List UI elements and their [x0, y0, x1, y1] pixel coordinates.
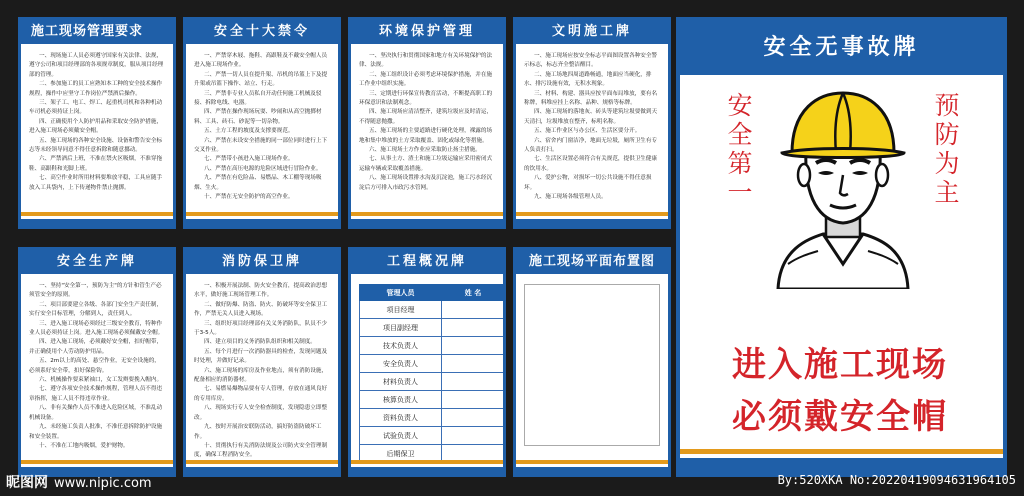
board-paragraph: 九、未经施工负责人批准，不准任意拆除防护设施和安全装置。: [29, 424, 163, 440]
board-text: [516, 44, 668, 203]
name-cell: [442, 355, 505, 373]
board-safe-production: [18, 247, 176, 477]
name-cell: [442, 301, 505, 319]
board-paragraph: 七、从事土方、渣土和施工垃圾运输应采用密闭式运输车辆或采取覆盖措施。: [359, 156, 493, 172]
right-vertical-slogan: 预 防 为 主: [934, 91, 960, 207]
role-cell: 试验负责人: [360, 427, 442, 445]
board-paragraph: 七、高空作业时所用材料要堆放平稳，工具应随手放入工具袋内，上下传递物件禁止抛掷。: [29, 175, 163, 191]
board-title: 工程概况牌: [351, 250, 503, 274]
big-board-title: 安全无事故牌: [680, 21, 1003, 75]
board-paragraph: 二、做好防爆、防盗、防火、防破坏等安全保卫工作，严禁无关人员进入现场。: [194, 301, 328, 318]
board-paragraph: 二、严禁一切人员在提升架、吊机的吊篮上下及提升架或吊篮下操作、站立、行走。: [194, 71, 328, 88]
board-paragraph: 五、土方工程的坡度及支撑要规范。: [204, 128, 294, 135]
board-paragraph: 八、现场实行专人安全检查制度，发现隐患立即整改。: [194, 405, 328, 421]
role-cell: 安全负责人: [360, 355, 442, 373]
board-paragraph: 四、严禁在操作现场玩耍、吵闹和从高空抛掷材料、工具、砖石、砂泥等一切杂物。: [194, 109, 322, 125]
big-board-stripe: [680, 449, 1003, 473]
board-text: [186, 44, 338, 203]
board-paragraph: 四、施工现场的落地灰、砖头等建筑垃圾要做到天天清扫，垃圾堆放在整齐，标明名称。: [524, 109, 658, 125]
board-paragraph: 二、施工场地四周道路畅通，地面应当硬化，排水、排污设施有效，无积水现象。: [524, 71, 652, 88]
board-stripe: [351, 212, 503, 226]
board-paragraph: 三、组织好项目经理部有关义务消防队，队员不少于3-5人。: [194, 320, 328, 337]
board-title: 文明施工牌: [516, 20, 668, 44]
board-stripe: [21, 212, 173, 226]
table-row: [360, 409, 505, 427]
table-row: [360, 355, 505, 373]
board-paragraph: 八、非有关操作人员不准进入危险区域，不准乱动机械设备。: [29, 405, 163, 421]
name-cell: [442, 373, 505, 391]
board-paragraph: 六、宿舍内门窗洁净，地面无垃圾，厕所卫生有专人负责打扫。: [524, 137, 658, 154]
board-site-layout: [513, 247, 671, 477]
board-paragraph: 四、建立项目的义务消防队组织和相关制度。: [204, 339, 316, 346]
name-cell: [442, 319, 505, 337]
board-no-accident: [676, 17, 1007, 477]
column-header: 姓 名: [442, 285, 505, 301]
board-paragraph: 二、施工组织设计必须考虑环境保护措施，并在施工作业中组织实施。: [359, 71, 493, 88]
board-paragraph: 七、严禁带小孩进入施工现场作业。: [204, 156, 294, 163]
table-row: [360, 427, 505, 445]
board-paragraph: 八、爱护公物，对损坏一切公共设施不得任意损坏。: [524, 175, 652, 191]
board-paragraph: 九、施工现场各级管理人员。: [534, 194, 607, 201]
board-paragraph: 八、严禁在高压电源的危险区域进行冒险作业。: [204, 165, 322, 172]
board-paragraph: 四、施工现场应清洁整齐，建筑垃圾应及时清运，不得随意抛撒。: [359, 109, 493, 125]
role-cell: 项目副经理: [360, 319, 442, 337]
board-paragraph: 一、坚持"安全第一，预防为主"的方针和管生产必须管安全的原则。: [29, 283, 162, 299]
role-cell: 资料负责人: [360, 409, 442, 427]
table-row: [360, 373, 505, 391]
board-paragraph: 六、严禁在未设安全措施的同一部位同时进行上下交叉作业。: [194, 137, 328, 154]
table-row: [360, 301, 505, 319]
slogan-line-1: 进入施工现场: [732, 345, 948, 385]
board-paragraph: 五、施工作业区与办公区、生活区要分开。: [534, 128, 641, 135]
board-paragraph: 六、机械操作要束紧袖口，女工发辫要挽入帽内。: [39, 377, 163, 384]
worker-helmet-illustration: [768, 89, 918, 289]
board-paragraph: 十、贯彻执行有关消防法规及公司防火安全管理制度，确保工程消防安全。: [194, 442, 328, 459]
board-paragraph: 六、施工现场的库房及作业地点，须有消防设施，配备相应的消防器材。: [194, 367, 328, 384]
board-site-management: [18, 17, 176, 229]
name-cell: [442, 391, 505, 409]
board-paragraph: 一、积极开展法制、防火安全教育，提高政治思想水平，做好施工现场管理工作。: [194, 283, 328, 299]
board-paragraph: 三、进入施工现场必须经过三级安全教育，特种作业人员必须持证上岗。进入施工现场必须佩戴安全帽。: [29, 320, 164, 337]
board-paragraph: 五、2m以上的高处、悬空作业，无安全设施的，必须系好安全带，扣好保险钩。: [29, 358, 160, 374]
board-title: 施工现场管理要求: [21, 20, 173, 44]
board-paragraph: 七、遵守各项安全技术操作规程，管理人员不得违章指挥，施工人员不得违章作业。: [29, 386, 163, 402]
table-row: [360, 391, 505, 409]
board-title: 安全十大禁令: [186, 20, 338, 44]
layout-plan-area: [524, 284, 660, 446]
board-stripe: [186, 460, 338, 474]
board-environment: [348, 17, 506, 229]
board-paragraph: 三、材料、构建、器具应按平面布局堆放，要有名称牌，料堆应挂上名称、品种、规格等标牌。: [524, 90, 658, 107]
board-text: [21, 274, 173, 451]
board-stripe: [186, 212, 338, 226]
board-ten-prohibitions: [183, 17, 341, 229]
board-project-overview: [348, 247, 506, 477]
board-paragraph: 四、正确使用个人防护用品和采取安全防护措施，进入施工现场必须戴安全帽。: [29, 118, 163, 135]
board-paragraph: 六、施工现场土方作业应采取防止扬尘措施。: [369, 147, 481, 154]
board-paragraph: 五、每个月进行一次消防器具的检查，发现问题及时处理，并做好记录。: [194, 348, 328, 365]
table-row: [360, 319, 505, 337]
role-cell: 技术负责人: [360, 337, 442, 355]
board-stripe: [351, 460, 503, 474]
board-paragraph: 三、严禁非专业人员私自开动任何施工机械及驳接、拆除电线、电器。: [194, 90, 322, 107]
board-paragraph: 十、不准在工地内吸烟，爱护财物。: [39, 442, 129, 449]
name-cell: [442, 409, 505, 427]
role-cell: 材料负责人: [360, 373, 442, 391]
board-paragraph: 九、严禁在有危险品、易燃品、木工棚等现场吸烟、生火。: [194, 175, 322, 191]
left-vertical-slogan: 安 全 第 一: [727, 91, 753, 207]
board-paragraph: 五、施工现场的各种安全设施、设备和警告安全标志等未经领导同意不得任意拆除和随意挪动。: [29, 137, 163, 154]
board-paragraph: 一、严禁穿木屐、拖鞋、高跟鞋及不戴安全帽人员进入施工现场作业。: [194, 53, 328, 69]
nipic-logo: 昵图网: [6, 475, 48, 491]
board-paragraph: 三、定期进行环保宣传教育活动，不断提高职工的环保意识和法制观念。: [359, 90, 493, 107]
nipic-url: www.nipic.com: [54, 476, 152, 491]
column-header: 管理人员: [360, 285, 442, 301]
board-paragraph: 二、参加施工的员工应熟知本工种的安全技术操作规程，操作中应坚守工作岗位严禁酒后操作。: [29, 81, 163, 97]
board-text: [186, 274, 338, 461]
board-paragraph: 一、坚决执行和贯彻国家和地方有关环境保护的法律、法规。: [359, 53, 493, 69]
board-paragraph: 一、施工现场应按安全标志平面图设置各种安全警示标志，标志齐全整洁醒目。: [524, 53, 658, 69]
slogan-line-2: 必须戴安全帽: [732, 397, 948, 437]
image-id-watermark: By:520XKA No:20220419094631964105: [777, 473, 1016, 487]
board-paragraph: 七、易燃易爆物品要有专人管理，存放在通风良好的专用库房。: [194, 386, 328, 402]
board-title: 环境保护管理: [351, 20, 503, 44]
name-cell: [442, 427, 505, 445]
board-paragraph: 十、严禁在无安全防护的高空作业。: [204, 194, 294, 201]
board-title: 施工现场平面布置图: [516, 250, 668, 274]
board-paragraph: 九、按时开展治安联防活动，搞好防盗防破坏工作。: [194, 424, 322, 440]
board-paragraph: 四、进入施工现场，必须戴好安全帽，扣好帽带，并正确使用个人劳动防护用品。: [29, 339, 163, 355]
table-row: [360, 337, 505, 355]
board-text: [351, 44, 503, 193]
board-paragraph: 三、架子工、电工、焊工、起重机司机和各种机动车司机必须持证上岗。: [29, 100, 163, 116]
board-stripe: [516, 212, 668, 226]
board-paragraph: 一、现场施工人员必须遵守国家有关法律、法规，遵守公司和项目经理部的各项规章制度，服从项目经理部的管理。: [29, 53, 164, 78]
role-cell: 后期保卫: [360, 445, 442, 463]
board-paragraph: 五、施工现场的主要道路进行硬化处理，裸露的场地和集中堆放的土方采取覆盖、固化或绿化等措施。: [359, 128, 493, 144]
board-fire-security: [183, 247, 341, 477]
board-stripe: [516, 460, 668, 474]
board-civilized-construction: [513, 17, 671, 229]
board-paragraph: 六、严禁酒后上班，不准在禁火区吸烟，不准穿拖鞋、高跟鞋和光脚上班。: [29, 156, 163, 172]
name-cell: [442, 337, 505, 355]
board-title: 安全生产牌: [21, 250, 173, 274]
board-text: [21, 44, 173, 193]
staff-table: [359, 284, 505, 477]
board-paragraph: 二、项目部要建立各级、各部门安全生产责任制，实行安全目标管理，分解到人，责任到人。: [29, 301, 163, 318]
role-cell: 核算负责人: [360, 391, 442, 409]
nipic-watermark: [6, 472, 152, 492]
board-paragraph: 八、施工现场设置排水沟及沉淀池，施工污水经沉淀后方可排入市政污水管网。: [359, 175, 493, 191]
role-cell: 项目经理: [360, 301, 442, 319]
board-title: 消防保卫牌: [186, 250, 338, 274]
board-paragraph: 七、生活区设置必须符合有关规范，提供卫生健康的饮用水。: [524, 156, 658, 172]
